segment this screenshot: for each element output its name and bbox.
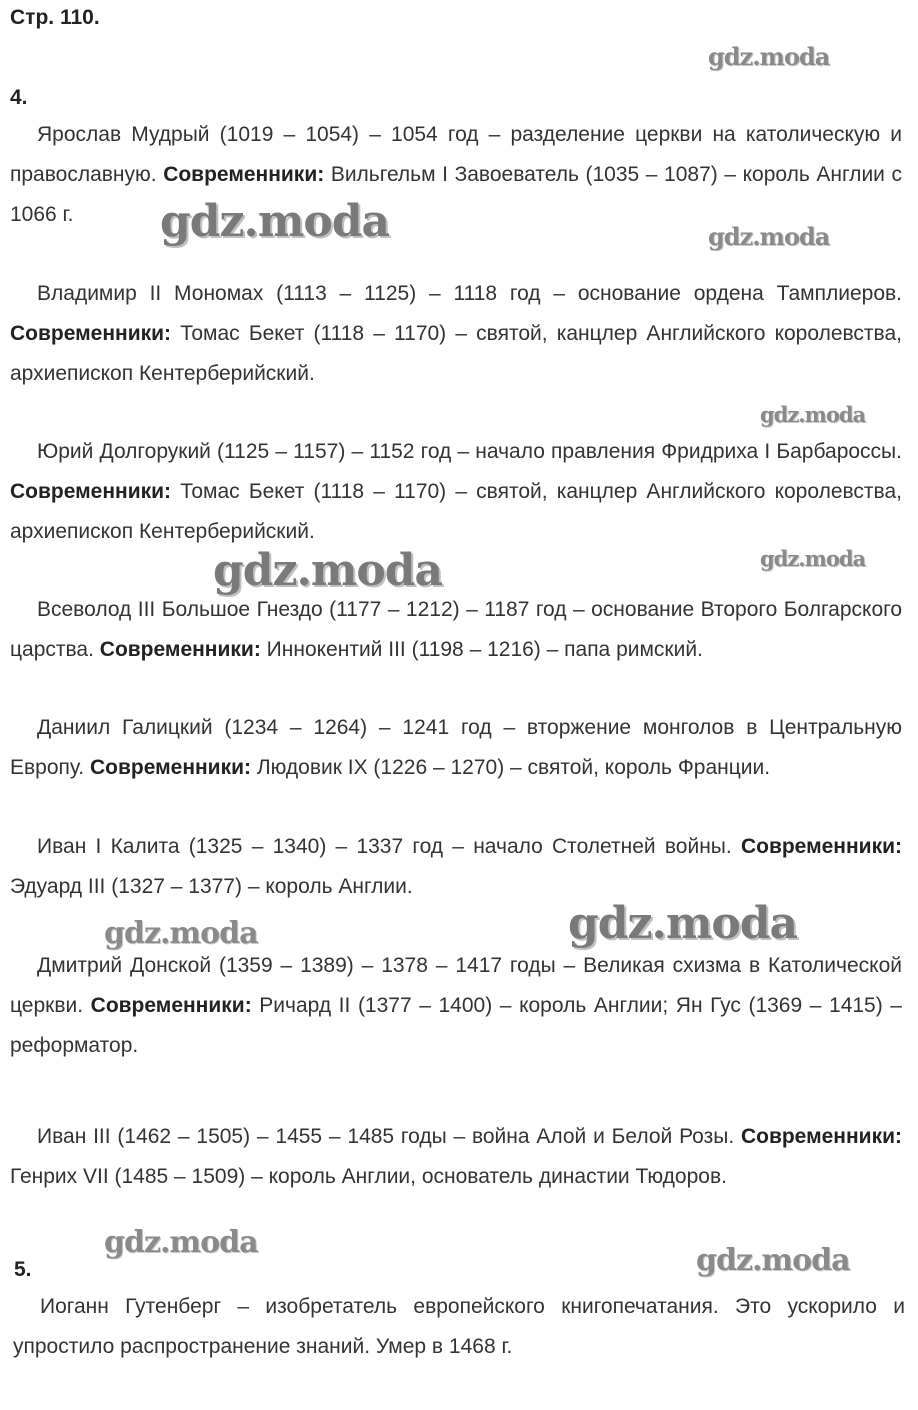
task4-item-4: Всеволод III Большое Гнездо (1177 – 1212) – 1187 год – основание Второго Болгарского царства. Современники: Иннокентий III (1198 – 1216) – папа римский. <box>10 598 902 661</box>
contemporaries-label: Современники: <box>740 1125 902 1148</box>
task-number-5: 5. <box>14 1258 32 1281</box>
watermark-logo: gdz.moda <box>104 916 258 951</box>
task4-item-1: Ярослав Мудрый (1019 – 1054) – 1054 год – разделение церкви на католическую и православную. Современники: Вильгельм I Завоеватель (1035 – 1087) – король Англии с 1066 г. <box>10 123 902 226</box>
task4-item-6: Иван I Калита (1325 – 1340) – 1337 год – начало Столетней войны. Современники: Эдуард III (1327 – 1377) – король Англии. <box>10 835 902 898</box>
contemporaries-label: Современники: <box>90 994 252 1017</box>
task4-item-3: Юрий Долгорукий (1125 – 1157) – 1152 год – начало правления Фридриха I Барбароссы. Современники: Томас Бекет (1118 – 1170) – святой, канцлер Английского королевства, архиепископ Кентерберийский. <box>10 440 902 543</box>
watermark-logo: gdz.moda <box>760 546 866 571</box>
contemporaries-label: Современники: <box>10 322 172 345</box>
task-number-4: 4. <box>10 86 28 109</box>
contemporaries-label: Современники: <box>89 756 252 779</box>
contemporaries-label: Современники: <box>163 163 325 186</box>
watermark-logo: gdz.moda <box>160 196 390 247</box>
watermark-logo: gdz.moda <box>104 1225 258 1260</box>
watermark-logo: gdz.moda <box>213 545 443 596</box>
page-header: Стр. 110. <box>10 6 100 29</box>
watermark-logo: gdz.moda <box>568 898 798 949</box>
task5-text: Иоганн Гутенберг – изобретатель европейского книгопечатания. Это ускорило и упростило распространение знаний. Умер в 1468 г. <box>13 1295 905 1358</box>
contemporaries-label: Современники: <box>99 638 261 661</box>
watermark-logo: gdz.moda <box>708 42 830 71</box>
task4-item-7: Дмитрий Донской (1359 – 1389) – 1378 – 1417 годы – Великая схизма в Католической церкви. Современники: Ричард II (1377 – 1400) – король Англии; Ян Гус (1369 – 1415) – реформатор. <box>10 954 902 1057</box>
task4-item-5: Даниил Галицкий (1234 – 1264) – 1241 год – вторжение монголов в Центральную Европу. Современники: Людовик IX (1226 – 1270) – святой, король Франции. <box>10 716 902 779</box>
task4-item-8: Иван III (1462 – 1505) – 1455 – 1485 годы – война Алой и Белой Розы. Современники: Генрих VII (1485 – 1509) – король Англии, основатель династии Тюдоров. <box>10 1125 902 1188</box>
contemporaries-label: Современники: <box>10 480 172 503</box>
task4-item-2: Владимир II Мономах (1113 – 1125) – 1118 год – основание ордена Тамплиеров. Современники: Томас Бекет (1118 – 1170) – святой, канцлер Английского королевства, архиепископ Кентерберийский. <box>10 282 902 385</box>
contemporaries-label: Современники: <box>740 835 902 858</box>
watermark-logo: gdz.moda <box>708 222 830 251</box>
watermark-logo: gdz.moda <box>696 1243 850 1278</box>
watermark-logo: gdz.moda <box>760 402 866 427</box>
